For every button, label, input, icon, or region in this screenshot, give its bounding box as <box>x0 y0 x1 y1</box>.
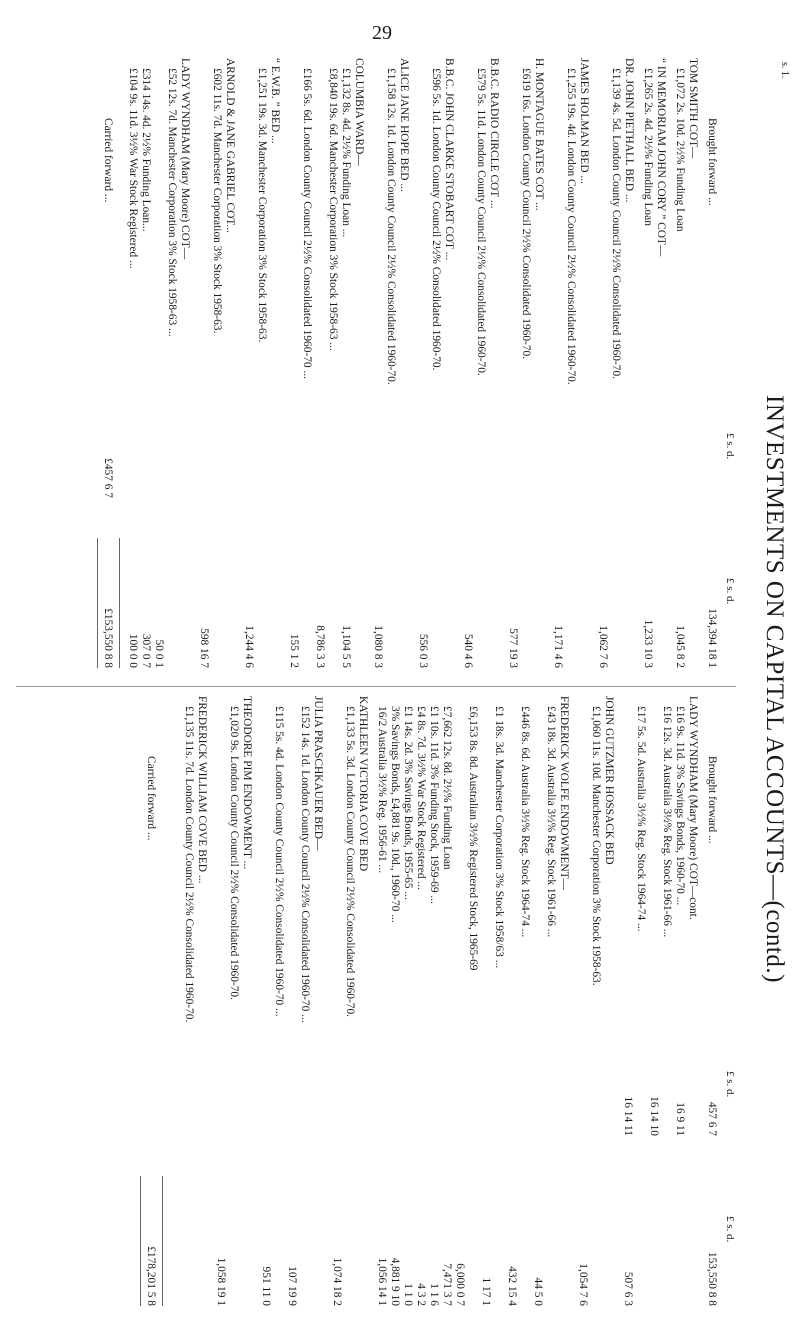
holding-amount: 100 0 0 <box>127 633 139 668</box>
total-rule <box>119 538 120 668</box>
holding-amount: 7,471 3 7 <box>441 1263 453 1306</box>
holding-amount: 1 1 6 <box>428 1283 440 1306</box>
entry-amount: 1,080 8 3 <box>372 625 384 668</box>
ledger-entry-line <box>339 58 352 388</box>
ledger-entry-line <box>544 696 557 1026</box>
holding-amount: 507 6 3 <box>622 1271 634 1306</box>
holding-description: 16/2 Australia 3½% Reg. 1956-61 ... <box>376 706 388 874</box>
ledger-entry-title: JULIA PRASCHKAUER BED— <box>312 696 324 851</box>
column-divider <box>16 686 736 687</box>
corner-mark: s. 1. <box>779 62 790 79</box>
holding-description: £4 8s. 7d. 3½% War Stock Registered ... <box>415 706 427 890</box>
ledger-entry-title: “ E.W.B. ” BED ... <box>269 58 281 144</box>
brought-forward-label: Brought forward ... <box>706 756 718 844</box>
holding-amount: 1,104 5 5 <box>340 625 352 668</box>
ledger-entry-line <box>384 58 397 388</box>
holding-description: £314 14s. 4d. 2½% Funding Loan... <box>140 68 152 232</box>
ledger-entry-line <box>298 696 311 1026</box>
ledger-entry-title: DR. JOHN PIETHALL BED ... <box>623 58 635 203</box>
ledger-entry-title: FREDERICK WOLFE ENDOWMENT— <box>558 696 570 891</box>
ledger-entry-line <box>375 696 388 1026</box>
brought-forward-amount: 134,394 18 1 <box>706 608 718 668</box>
holding-description: £619 16s. London County Council 2½% Consolidated 1960-70. <box>520 68 532 360</box>
ledger-entry-line <box>564 58 577 388</box>
ledger-entry-line <box>474 58 487 388</box>
holding-amount: 155 1 2 <box>288 633 300 668</box>
entry-amount: 598 16 7 <box>198 628 210 668</box>
holding-description: £1,135 11s. 7d. London County Council 2½% Consolidated 1960-70. <box>183 706 195 1023</box>
entry-amount: 1,045 8 2 <box>674 625 686 668</box>
ledger-entry-title: “ IN MEMORIAM JOHN CORY ” COT— <box>655 58 667 257</box>
entry-amount: 1,244 4 6 <box>243 625 255 668</box>
holding-description: £166 5s. 6d. London County Council 2½% Consolidated 1960-70 ... <box>301 68 313 380</box>
ledger-entry-title: H. MONTAGUE BATES COT ... <box>533 58 545 211</box>
holding-description: £1,020 9s. London County Council 2½% Consolidated 1960-70. <box>228 706 240 1000</box>
holding-amount: 8,786 3 3 <box>314 625 326 668</box>
holding-description: £1,139 4s. 5d. London County Council 2½% Consolidated 1960-70. <box>610 68 622 380</box>
holding-amount: 50 0 1 <box>153 639 165 668</box>
page-heading: INVESTMENTS ON CAPITAL ACCOUNTS—(contd.) <box>761 395 788 983</box>
holding-description: £1 18s. 3d. Manchester Corporation 3% Stock 1958/63 ... <box>493 706 505 969</box>
holding-description: £1,060 11s. 10d. Manchester Corporation 3% Stock 1958-63. <box>590 706 602 986</box>
ledger-entry-line <box>272 696 285 1026</box>
ledger-entry-line <box>673 58 686 388</box>
holding-sub-amount: 16 9 11 <box>674 1102 686 1136</box>
total-rule <box>162 1176 163 1306</box>
holding-sub-amount: 16 14 10 <box>648 1096 660 1136</box>
carried-forward-amount: £153,550 8 8 <box>102 608 114 668</box>
holding-amount: 44 5 0 <box>532 1277 544 1306</box>
ledger-entry-line <box>634 696 647 1026</box>
holding-description: £52 12s. 7d. Manchester Corporation 3% Stock 1958-63 ... <box>166 68 178 337</box>
ledger-entry-title: KATHLEEN VICTORIA COVE BED <box>357 696 369 872</box>
ledger-entry-line <box>182 696 195 1026</box>
holding-description: £1,251 19s. 3d. Manchester Corporation 3% Stock 1958-63. <box>256 68 268 343</box>
ledger-entry-line <box>519 58 532 388</box>
holding-amount: 307 0 7 <box>140 633 152 668</box>
holding-description: £1,132 8s. 4d. 2½% Funding Loan ... <box>340 68 352 238</box>
entry-amount: 1,074 18 2 <box>331 1257 343 1306</box>
ledger-entry-title: LADY WYNDHAM (Mary Moore) COT—cont. <box>687 696 699 920</box>
ledger-entry-line <box>165 58 178 388</box>
holding-description: £1,133 5s. 3d. London County Council 2½% Consolidated 1960-70. <box>344 706 356 1018</box>
ledger-entry-line <box>673 696 686 1026</box>
ledger-entry-line <box>660 696 673 1026</box>
ledger-entry-title: ALICE JANE HOPE BED ... <box>398 58 410 192</box>
holding-description: £596 5s. 1d. London County Council 2½% Consolidated 1960-70. <box>430 68 442 371</box>
ledger-entry-line <box>326 58 339 388</box>
rotated-sheet <box>8 58 788 1320</box>
currency-head-total: £ s. d. <box>724 1216 736 1243</box>
holding-description: £6,153 8s. 8d. Australian 3½% Registered Stock, 1965-69 <box>467 706 479 971</box>
ledger-entry-line <box>388 696 401 1026</box>
brought-forward-amount: 153,550 8 8 <box>706 1251 718 1306</box>
holding-description: £17 5s. 5d. Australia 3½% Reg. Stock 1964-74 ... <box>635 706 647 932</box>
carried-forward-sub: £457 6 7 <box>102 458 114 498</box>
ledger-entry-line <box>641 58 654 388</box>
holding-description: £1 10s. 11d. 3% Funding Stock, 1959-69 ... <box>428 706 440 904</box>
ledger-entry-title: LADY WYNDHAM (Mary Moore) COT— <box>179 58 191 260</box>
entry-amount: 1,171 4 6 <box>552 625 564 668</box>
holding-amount: 4,881 9 10 <box>389 1257 401 1306</box>
holding-description: £1,265 2s. 4d. 2½% Funding Loan <box>642 68 654 226</box>
holding-description: £1 14s. 2d. 3% Savings Bonds, 1955-65 ... <box>402 706 414 900</box>
page-number: 29 <box>372 22 392 44</box>
holding-sub-amount: 16 14 11 <box>622 1096 634 1136</box>
ledger-entry-title: FREDERICK WILLIAM COVE BED ... <box>196 696 208 884</box>
ledger-entry-line <box>466 696 479 1026</box>
holding-amount: 107 19 9 <box>286 1266 298 1306</box>
right-column <box>16 696 736 1316</box>
ledger-entry-line <box>210 58 223 388</box>
currency-head-total: £ s. d. <box>724 578 736 605</box>
brought-forward-label: Brought forward ... <box>706 118 718 206</box>
entry-amount: 540 4 6 <box>462 633 474 668</box>
holding-description: £1,255 19s. 4d. London County Council 2½% Consolidated 1960-70. <box>565 68 577 385</box>
holding-amount: 4 3 2 <box>415 1283 427 1306</box>
entry-amount: 1,054 7 6 <box>577 1263 589 1306</box>
entry-amount: 577 19 3 <box>507 628 519 668</box>
holding-description: £446 8s. 6d. Australia 3½% Reg. Stock 1964-74 ... <box>519 706 531 938</box>
ledger-entry-title: JAMES HOLMAN BED ... <box>578 58 590 184</box>
holding-description: £1,072 2s. 10d. 2½% Funding Loan <box>674 68 686 232</box>
ledger-entry-title: B.B.C. RADIO CIRCLE COT ... <box>488 58 500 209</box>
holding-description: £152 14s. 1d. London County Council 2½% Consolidated 1960-70 ... <box>299 706 311 1023</box>
double-rule <box>97 538 98 668</box>
ledger-entry-line <box>343 696 356 1026</box>
holding-description: £7,662 12s. 8d. 2½% Funding Loan <box>441 706 453 870</box>
ledger-entry-line <box>589 696 602 1026</box>
ledger-entry-line <box>139 58 152 388</box>
ledger-entry-line <box>440 696 453 1026</box>
double-rule <box>140 1176 141 1306</box>
ledger-entry-title: THEODORE PIM ENDOWMENT ... <box>241 696 253 870</box>
ledger-entry-line <box>492 696 505 1026</box>
ledger-entry-title: COLUMBIA WARD— <box>353 58 365 166</box>
carried-forward-label: Carried forward ... <box>102 118 114 203</box>
entry-amount: 1,058 19 1 <box>215 1257 227 1306</box>
currency-head-sub: £ s. d. <box>724 1071 736 1098</box>
ledger-entry-line <box>414 696 427 1026</box>
ledger-entry-title: B.B.C. JOHN CLARKE STOBART COT ... <box>443 58 455 261</box>
holding-amount: 1 17 1 <box>480 1277 492 1306</box>
carried-forward-amount: £178,201 5 8 <box>145 1246 157 1306</box>
ledger-entry-line <box>126 58 139 388</box>
entry-amount: 1,233 10 3 <box>642 619 654 668</box>
holding-description: £43 18s. 3d. Australia 3½% Reg. Stock 1961-66 ... <box>545 706 557 938</box>
ledger-entry-title: ARNOLD & JANE GABRIEL COT... <box>224 58 236 233</box>
holding-description: £104 9s. 11d. 3½% War Stock Registered ... <box>127 68 139 269</box>
holding-amount: 951 11 0 <box>260 1266 272 1306</box>
ledger-entry-line <box>427 696 440 1026</box>
holding-description: £602 11s. 7d. Manchester Corporation 3% Stock 1958-63. <box>211 68 223 334</box>
holding-description: 3% Savings Bonds, £4,881 9s. 10d., 1960-70 ... <box>389 706 401 923</box>
holding-description: £1,158 12s. 1d. London County Council 2½% Consolidated 1960-70. <box>385 68 397 385</box>
holding-description: £16 12s. 3d. Australia 3½% Reg. Stock 1961-66 ... <box>661 706 673 938</box>
ledger-entry-line <box>255 58 268 388</box>
holding-description: £115 5s. 4d. London County Council 2½% Consolidated 1960-70 ... <box>273 706 285 1017</box>
ledger-entry-title: TOM SMITH COT— <box>687 58 699 159</box>
brought-forward-sub: 457 6 7 <box>706 1101 718 1136</box>
holding-amount: 6,000 0 7 <box>454 1263 466 1306</box>
ledger-entry-line <box>609 58 622 388</box>
carried-forward-label: Carried forward ... <box>145 756 157 841</box>
ledger-entry-line <box>227 696 240 1026</box>
ledger-entry-title: JOHN GUTZMER HOSSACK BED <box>603 696 615 865</box>
left-column <box>16 58 736 678</box>
ledger-entry-line <box>518 696 531 1026</box>
ledger-entry-line <box>429 58 442 388</box>
holding-description: £579 5s. 11d. London County Council 2½% Consolidated 1960-70. <box>475 68 487 376</box>
holding-amount: 432 15 4 <box>506 1266 518 1306</box>
holding-description: £8,840 19s. 6d. Manchester Corporation 3% Stock 1958-63 ... <box>327 68 339 351</box>
holding-amount: 1 1 0 <box>402 1283 414 1306</box>
holding-amount: 1,056 14 1 <box>376 1257 388 1306</box>
entry-amount: 556 0 3 <box>417 633 429 668</box>
ledger-entry-line <box>300 58 313 388</box>
entry-amount: 1,062 7 6 <box>597 625 609 668</box>
holding-description: £16 9s. 11d. 3% Savings Bonds, 1960-70 ... <box>674 706 686 906</box>
ledger-entry-line <box>401 696 414 1026</box>
currency-head-sub: £ s. d. <box>724 433 736 460</box>
